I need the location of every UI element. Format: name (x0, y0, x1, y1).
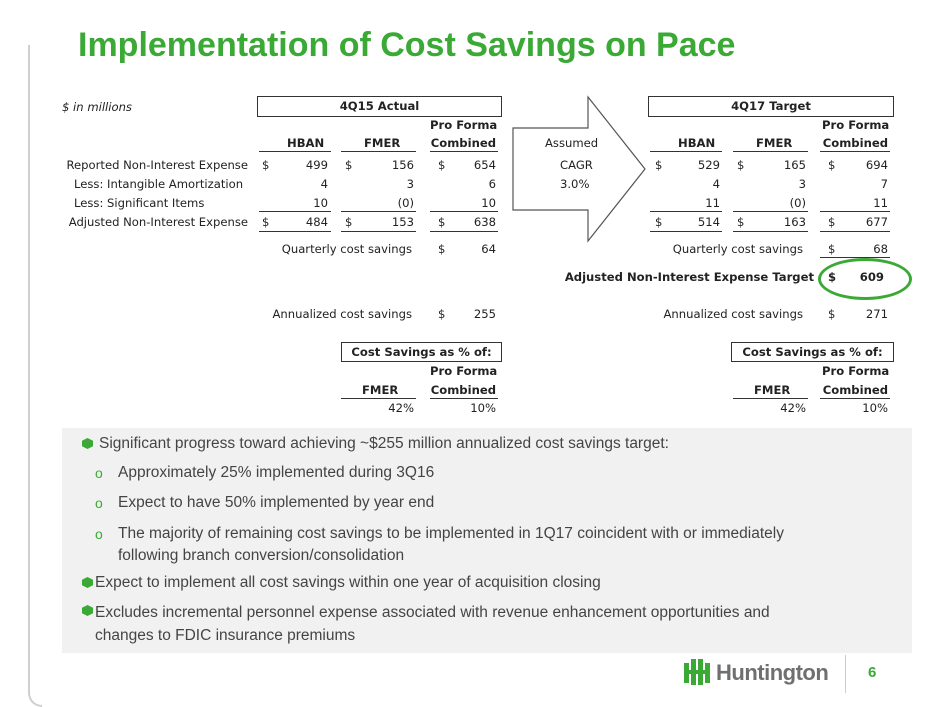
dollar-sign: $ (438, 242, 446, 256)
table-cell: 638 (473, 215, 496, 229)
sub-bullet-text: Expect to have 50% implemented by year end (118, 494, 435, 511)
page-number: 6 (868, 664, 877, 681)
sub-bullet-text: The majority of remaining cost savings to be implemented in 1Q17 coincident with or immediately (118, 525, 784, 542)
dollar-sign: $ (655, 215, 663, 229)
quarterly-actual: 64 (481, 242, 496, 256)
dollar-sign: $ (737, 215, 745, 229)
table-cell: 153 (391, 215, 414, 229)
dollar-sign: $ (345, 215, 353, 229)
annualized-actual: 255 (473, 307, 496, 321)
fmer-header: FMER (364, 136, 401, 150)
adjusted-target-label: Adjusted Non-Interest Expense Target (564, 270, 814, 284)
dollar-sign: $ (262, 215, 270, 229)
bullet-text: changes to FDIC insurance premiums (95, 627, 356, 644)
table-cell: 7 (880, 177, 888, 191)
annualized-target: 271 (865, 307, 888, 321)
table-cell: 484 (305, 215, 328, 229)
dollar-sign: $ (828, 307, 836, 321)
table-cell: 11 (705, 196, 720, 210)
actual-header: 4Q15 Actual (257, 96, 502, 117)
table-cell: (0) (789, 196, 806, 210)
table-cell: 156 (391, 158, 414, 172)
highlight-circle (818, 258, 912, 300)
table-cell: 677 (865, 215, 888, 229)
sub-bullet-text: Approximately 25% implemented during 3Q16 (118, 464, 435, 481)
table-cell: 499 (305, 158, 328, 172)
combined-header-target: Combined (822, 136, 888, 150)
pct-combined-target: 10% (862, 401, 888, 415)
hban-header: HBAN (287, 136, 325, 150)
assumed-label: Assumed (545, 136, 599, 150)
table-cell: 163 (783, 215, 806, 229)
table-cell: 6 (488, 177, 496, 191)
combined-header: Combined (430, 136, 496, 150)
table-cell: 514 (697, 215, 720, 229)
dollar-sign: $ (737, 158, 745, 172)
table-cell: 11 (873, 196, 888, 210)
table-cell: 10 (481, 196, 496, 210)
table-cell: (0) (397, 196, 414, 210)
row-label: Less: Intangible Amortization (74, 177, 244, 191)
page-title: Implementation of Cost Savings on Pace (78, 26, 736, 64)
bullet-text: Significant progress toward achieving ~$255 million annualized cost savings target: (99, 435, 669, 452)
dollar-sign: $ (828, 215, 836, 229)
table-cell: 694 (865, 158, 888, 172)
row-label: Reported Non-Interest Expense (66, 158, 248, 172)
fmer-header: FMER (362, 383, 399, 397)
fmer-header-target: FMER (754, 383, 791, 397)
pct-combined: 10% (470, 401, 496, 415)
cost-savings-header-target: Cost Savings as % of: (731, 342, 894, 362)
bullet-text: Expect to implement all cost savings within one year of acquisition closing (95, 574, 601, 591)
huntington-logo-icon (683, 656, 713, 688)
target-header: 4Q17 Target (648, 96, 894, 117)
cost-savings-header: Cost Savings as % of: (341, 342, 502, 362)
pro-forma-header-target: Pro Forma (822, 364, 890, 378)
table-cell: 529 (697, 158, 720, 172)
quarterly-label-target: Quarterly cost savings (672, 242, 803, 256)
hban-header-target: HBAN (678, 136, 716, 150)
pro-forma-header: Pro Forma (430, 364, 498, 378)
pro-forma-header: Pro Forma (430, 118, 498, 132)
dollar-sign: $ (828, 158, 836, 172)
quarterly-label: Quarterly cost savings (281, 242, 412, 256)
bullet-text: Excludes incremental personnel expense associated with revenue enhancement opportunities and (95, 604, 770, 621)
table-cell: 165 (783, 158, 806, 172)
row-label: Less: Significant Items (74, 196, 205, 210)
dollar-sign: $ (438, 158, 446, 172)
sub-bullet-icon: o (95, 465, 103, 481)
divider (845, 655, 846, 693)
dollar-sign: $ (828, 242, 836, 256)
annualized-label-target: Annualized cost savings (663, 307, 803, 321)
combined-header: Combined (430, 383, 496, 397)
logo-text: Huntington (716, 660, 829, 685)
dollar-sign: $ (438, 215, 446, 229)
dollar-sign: $ (438, 307, 446, 321)
table-cell: 10 (313, 196, 328, 210)
dollar-sign: $ (828, 270, 837, 284)
dollar-sign: $ (655, 158, 663, 172)
pct-fmer-target: 42% (780, 401, 806, 415)
adjusted-target-value: 609 (859, 270, 884, 284)
sub-bullet-icon: o (95, 495, 103, 511)
pct-fmer: 42% (388, 401, 414, 415)
cagr-value: 3.0% (560, 177, 590, 191)
pro-forma-header-target: Pro Forma (822, 118, 890, 132)
dollar-sign: $ (262, 158, 270, 172)
dollar-sign: $ (345, 158, 353, 172)
row-label: Adjusted Non-Interest Expense (68, 215, 248, 229)
sub-bullet-text: following branch conversion/consolidation (118, 547, 405, 564)
units-label: $ in millions (62, 100, 132, 114)
table-cell: 3 (406, 177, 414, 191)
fmer-header-target: FMER (756, 136, 793, 150)
cagr-label: CAGR (560, 158, 593, 172)
quarterly-target: 68 (873, 242, 888, 256)
combined-header-target: Combined (822, 383, 888, 397)
sub-bullet-icon: o (95, 526, 103, 542)
table-cell: 4 (712, 177, 720, 191)
table-cell: 654 (473, 158, 496, 172)
table-cell: 3 (798, 177, 806, 191)
annualized-label: Annualized cost savings (272, 307, 412, 321)
table-cell: 4 (320, 177, 328, 191)
